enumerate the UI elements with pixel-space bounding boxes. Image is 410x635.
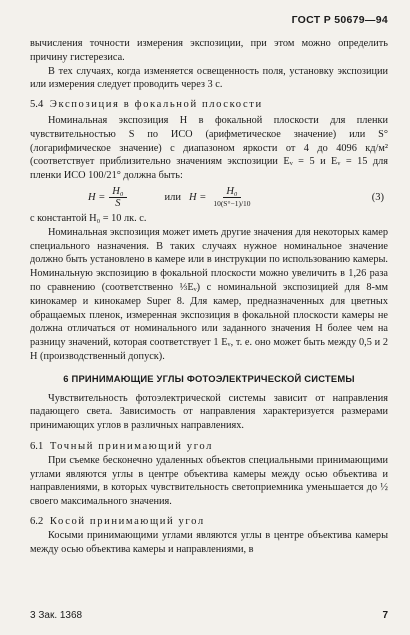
paragraph-nominal-exposure: Номинальная экспозиция H в фокальной плоскости для пленки чувствительностью S по ИСО (арифметическое значение) или S° (логарифмическое значение) с диапазоном яркости от 4 до 4096 кд/м² (соответствует приблизительно значениям экспозиции Eᵥ = 5 и Eᵥ = 15 для пленки ИСО 100/21° должна быть: (30, 114, 388, 182)
section-5-4-heading (30, 98, 388, 112)
paragraph-cases: В тех случаях, когда изменяется освещенность поля, установку экспозиции или измерения следует проводить через 3 с. (30, 65, 388, 91)
standard-header: ГОСТ Р 50679—94 (291, 14, 388, 26)
formula-fraction-2 (210, 186, 253, 209)
section-number: 5.4 (30, 99, 44, 111)
formula-3 (30, 185, 388, 211)
paragraph-6-1: При съемке бесконечно удаленных объектов специальными принимающими углами являются углы в центре объектива камеры между осью объектива и направлениями, в которых чувствительность светоприемника уменьшается до ½ своего максимального значения. (30, 454, 388, 508)
fraction-numerator: H₀ (223, 186, 240, 198)
formula-reference: (3) (371, 192, 384, 204)
page-footer (30, 610, 388, 621)
formula-lhs: H = (88, 192, 106, 204)
paragraph-intro: вычисления точности измерения экспозиции, при этом можно определить причину гистерезиса. (30, 38, 388, 63)
section-title: Точный принимающий угол (49, 440, 214, 452)
formula-lhs-2: H = (189, 192, 207, 204)
section-6-heading: 6 ПРИНИМАЮЩИЕ УГЛЫ ФОТОЭЛЕКТРИЧЕСКОЙ СИСТЕМЫ (63, 372, 355, 384)
paragraph-other-values: Номинальная экспозиция может иметь другие значения для некоторых камер специального назначения. В таких случаях нужное номинальное значение должно быть установлено в камере или в инструкции по использованию камеры. Номинальную экспозицию в фокальной плоскости можно увеличить в 1,26 раза по сравнению (соответственно ⅓Eᵥ) с номинальной экспозицией для 8-мм кинокамер и кинокамер Super 8. Для камер, предназначенных для цветных обращаемых пленок, измеренная экспозиция в фокальной плоскости камеры не должна отличаться от номинального или заданного значения H более чем на разницу значений, которая соответствует 1 Eᵥ, т. е. оно может быть между 0,5 и 2 H (производственный допуск). (30, 226, 388, 362)
fraction-numerator: H₀ (109, 186, 126, 198)
section-6-1-heading (30, 440, 388, 454)
formula-fraction-1 (109, 186, 126, 209)
paragraph-sensitivity: Чувствительность фотоэлектрической системы зависит от направления падающего света. Зависимость от направления характеризуется размерами принимающих углов в различных направлениях. (30, 392, 388, 432)
formula-or: или (164, 192, 182, 204)
print-order: 3 Зак. 1368 (30, 610, 83, 621)
section-number: 6.2 (30, 515, 44, 527)
section-number: 6.1 (30, 440, 44, 452)
section-title: Косой принимающий угол (49, 515, 205, 527)
document-body (30, 37, 388, 556)
fraction-denominator: S (115, 198, 121, 210)
page-number: 7 (382, 610, 388, 621)
paragraph-6-2: Косыми принимающими углами являются углы в центре объектива камеры между осью объектива камеры и направлениями, в (30, 529, 388, 555)
section-6-2-heading (30, 515, 388, 529)
paragraph-constant: с константой H₀ = 10 лк. с. (30, 212, 147, 224)
section-title: Экспозиция в фокальной плоскости (49, 99, 263, 111)
fraction-denominator: 10(S°−1)/10 (213, 199, 251, 209)
